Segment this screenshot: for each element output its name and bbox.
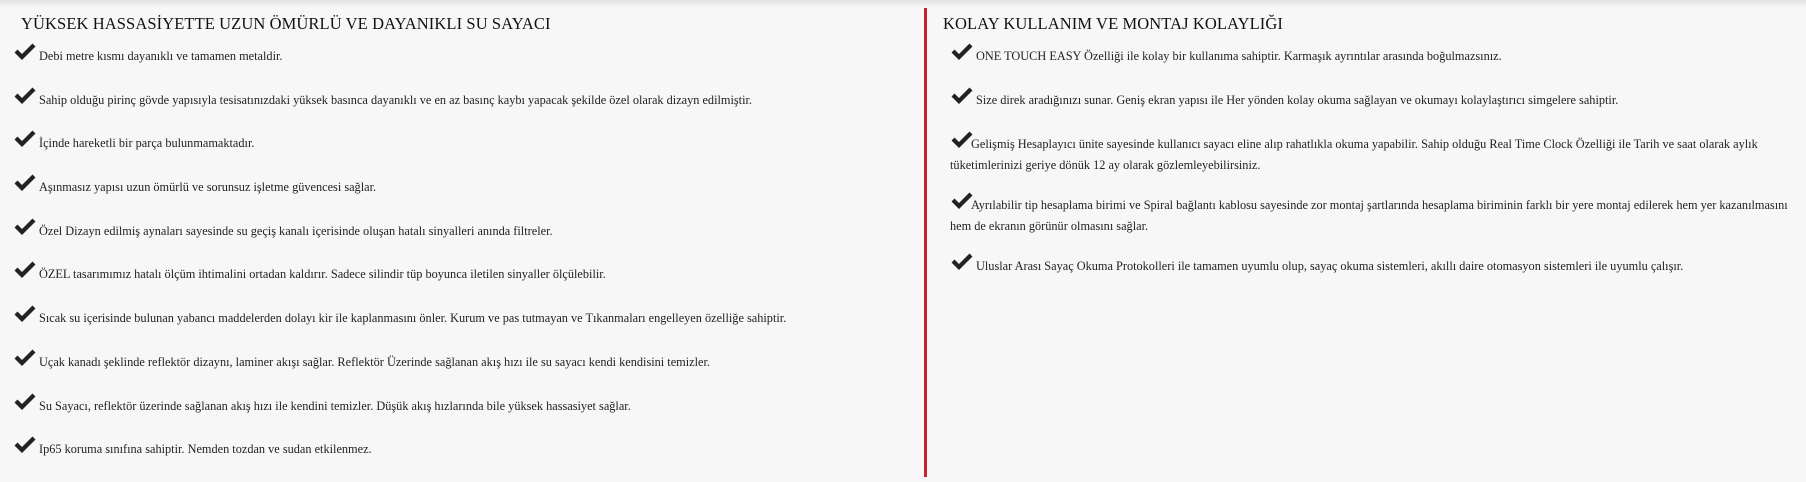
checkmark-icon [13,217,39,237]
list-item [13,351,915,395]
checkmark-icon [950,130,976,150]
checkmark-icon [13,42,39,62]
list-item [950,89,1806,111]
list-item-text: Su Sayacı, reflektör üzerinde sağlanan akış hızı ile kendini temizler. Düşük akış hızlarında bile yüksek hassasiyet sağlar. [39,398,631,413]
list-item-text: İçinde hareketli bir parça bulunmamaktadır. [39,136,255,151]
list-item-text: Sıcak su içerisinde bulunan yabancı maddelerden dolayı kir ile kaplanmasını önler. Kurum ve pas tutmayan ve Tıkanmaları engelleyen özelliğe sahiptir. [39,311,787,326]
list-item [13,89,915,133]
list-item [13,220,915,264]
list-item-text: Sahip olduğu pirinç gövde yapısıyla tesisatınızdaki yüksek basınca dayanıklı ve en az basınç kaybı yapacak şekilde özel olarak dizayn edilmiştir. [39,92,753,107]
feature-list-precision [13,45,915,482]
checkmark-icon [13,392,39,412]
list-item [13,176,915,220]
checkmark-icon [13,435,39,455]
checkmark-icon [950,86,976,106]
checkmark-icon [950,42,976,62]
list-item-text: Uçak kanadı şeklinde reflektör dizaynı, laminer akışı sağlar. Reflektör Üzerinde sağlanan akış hızı ile su sayacı kendi kendisini temizler. [39,354,710,369]
list-item [13,263,915,307]
list-item-text: Gelişmiş Hesaplayıcı ünite sayesinde kullanıcı sayacı eline alıp rahatlıkla okuma yapabilir. Sahip olduğu Real Time Clock Özelliği ile Tarih ve saat olarak aylık tüketimlerinizi geriye dönük 12 ay olarak gözlemleyebilirsiniz. [950,137,1758,172]
column-title-usability: KOLAY KULLANIM VE MONTAJ KOLAYLIĞI [943,14,1284,33]
list-item-text: Aşınmasız yapısı uzun ömürlü ve sorunsuz işletme güvencesi sağlar. [39,180,377,195]
checkmark-icon [13,86,39,106]
list-item-text: Ayrılabilir tip hesaplama birimi ve Spiral bağlantı kablosu sayesinde zor montaj şartlarında hesaplama biriminin farklı bir yere montaj edilerek hem yer kazanılmasını hem de ekranın görünür olmasını sağlar. [950,198,1788,233]
list-item [13,307,915,351]
list-item [950,194,1806,237]
column-title-precision: YÜKSEK HASSASİYETTE UZUN ÖMÜRLÜ VE DAYANIKLI SU SAYACI [21,14,551,33]
checkmark-icon [13,129,39,149]
checkmark-icon [950,252,976,272]
feature-list-usability [950,45,1806,299]
list-item-text: Uluslar Arası Sayaç Okuma Protokolleri ile tamamen uyumlu olup, sayaç okuma sistemleri, akıllı daire otomasyon sistemleri ile uyumlu çalışır. [976,259,1684,273]
list-item [13,395,915,439]
list-item [950,133,1806,176]
list-item-text: Debi metre kısmı dayanıklı ve tamamen metaldir. [39,49,283,63]
list-item [950,45,1806,67]
checkmark-icon [950,191,976,211]
list-item-text: Ip65 koruma sınıfına sahiptir. Nemden tozdan ve sudan etkilenmez. [39,442,372,457]
list-item [13,438,915,482]
list-item-text: Özel Dizayn edilmiş aynaları sayesinde su geçiş kanalı içerisinde oluşan hatalı sinyalleri anında filtreler. [39,223,553,238]
checkmark-icon [13,348,39,368]
list-item [13,45,915,89]
list-item-text: ONE TOUCH EASY Özelliği ile kolay bir kullanıma sahiptir. Karmaşık ayrıntılar arasında boğulmazsınız. [976,49,1502,63]
feature-column-usability [927,0,1806,477]
list-item-text: Size direk aradığınızı sunar. Geniş ekran yapısı ile Her yönden kolay okuma sağlayan ve okumayı kolaylaştırıcı simgelere sahiptir. [976,93,1619,107]
checkmark-icon [13,173,39,193]
list-item-text: ÖZEL tasarımımız hatalı ölçüm ihtimalini ortadan kaldırır. Sadece silindir tüp boyunca iletilen sinyaller ölçülebilir. [39,267,606,282]
checkmark-icon [13,260,39,280]
list-item [13,132,915,176]
checkmark-icon [13,304,39,324]
list-item [950,255,1806,277]
